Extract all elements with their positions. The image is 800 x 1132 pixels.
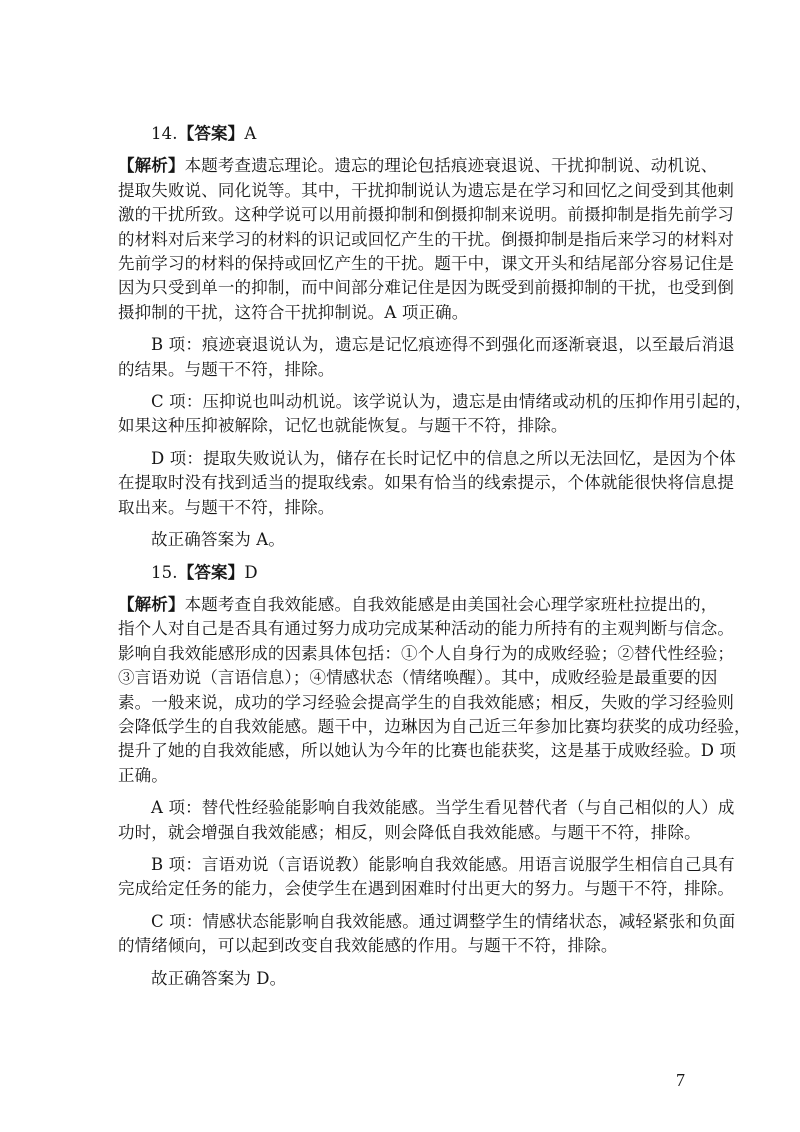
page-content <box>118 122 752 991</box>
q14-option-c: C 项：压抑说也叫动机说。该学说认为，遗忘是由情绪或动机的压抑作用引起的， <box>151 392 752 412</box>
q14-option-c: 如果这种压抑被解除，记忆也就能恢复。与题干不符，排除。 <box>118 416 568 436</box>
q15-analysis-text: 正确。 <box>118 765 168 785</box>
q14-analysis-text: 提取失败说、同化说等。其中，干扰抑制说认为遗忘是在学习和回忆之间受到其他刺 <box>118 180 735 200</box>
q14-answer-label: 【答案】 <box>177 124 245 143</box>
q14-analysis-label: 【解析】 <box>118 156 185 176</box>
q15-analysis-text: 会降低学生的自我效能感。题干中，边琳因为自己近三年参加比赛均获奖的成功经验， <box>118 716 751 736</box>
q14-conclusion: 故正确答案为 A。 <box>151 530 286 550</box>
q15-option-a: A 项：替代性经验能影响自我效能感。当学生看见替代者（与自己相似的人）成 <box>151 798 735 818</box>
q15-number: 15. <box>151 562 178 582</box>
page-number: 7 <box>676 1070 685 1090</box>
q15-answer-value: D <box>244 562 258 582</box>
q15-analysis-label: 【解析】 <box>118 594 185 614</box>
q15-analysis-text: 素。一般来说，成功的学习经验会提高学生的自我效能感；相反，失败的学习经验则 <box>118 692 735 712</box>
q15-analysis-text: 指个人对自己是否具有通过努力成功完成某种活动的能力所持有的主观判断与信念。 <box>118 619 735 639</box>
q14-option-b: 的结果。与题干不符，排除。 <box>118 359 335 379</box>
q14-analysis-line <box>118 154 718 178</box>
q15-conclusion: 故正确答案为 D。 <box>151 968 287 988</box>
q14-option-b: B 项：痕迹衰退说认为，遗忘是记忆痕迹得不到强化而逐渐衰退，以至最后消退 <box>151 335 735 355</box>
q15-analysis-text: 影响自我效能感形成的因素具体包括：①个人自身行为的成败经验；②替代性经验； <box>118 643 735 663</box>
q14-option-d: 在提取时没有找到适当的提取线索。如果有恰当的线索提示，个体就能很快将信息提 <box>118 473 735 493</box>
q15-answer-label: 【答案】 <box>177 562 245 582</box>
q15-analysis-line <box>118 593 718 617</box>
q15-option-b: B 项：言语劝说（言语说教）能影响自我效能感。用语言说服学生相信自己具有 <box>151 854 735 874</box>
q15-analysis-text: ③言语劝说（言语信息）；④情感状态（情绪唤醒）。其中，成败经验是最重要的因 <box>118 668 718 688</box>
q14-analysis-text: 的材料对后来学习的材料的识记或回忆产生的干扰。倒摄抑制是指后来学习的材料对 <box>118 229 735 249</box>
q14-analysis-text: 摄抑制的干扰，这符合干扰抑制说。A 项正确。 <box>118 302 469 322</box>
q14-answer-line <box>118 122 700 146</box>
q14-analysis-text: 因为只受到单一的抑制，而中间部分难记住是因为既受到前摄抑制的干扰，也受到倒 <box>118 278 735 298</box>
q14-analysis-text: 先前学习的材料的保持或回忆产生的干扰。题干中，课文开头和结尾部分容易记住是 <box>118 254 735 274</box>
q15-option-b: 完成给定任务的能力，会使学生在遇到困难时付出更大的努力。与题干不符，排除。 <box>118 879 735 899</box>
q15-option-c: 的情绪倾向，可以起到改变自我效能感的作用。与题干不符，排除。 <box>118 936 618 956</box>
q15-analysis-text: 本题考查自我效能感。自我效能感是由美国社会心理学家班杜拉提出的， <box>184 594 718 614</box>
q15-analysis-text: 提升了她的自我效能感，所以她认为今年的比赛也能获奖，这是基于成败经验。D 项 <box>118 741 737 761</box>
q14-number: 14. <box>151 124 178 143</box>
q14-option-d: 取出来。与题干不符，排除。 <box>118 497 335 517</box>
q14-analysis-text: 激的干扰所致。这种学说可以用前摄抑制和倒摄抑制来说明。前摄抑制是指先前学习 <box>118 205 735 225</box>
q15-option-c: C 项：情感状态能影响自我效能感。通过调整学生的情绪状态，减轻紧张和负面 <box>151 911 736 931</box>
q14-option-d: D 项：提取失败说认为，储存在长时记忆中的信息之所以无法回忆，是因为个体 <box>151 448 736 468</box>
q15-option-a: 功时，就会增强自我效能感；相反，则会降低自我效能感。与题干不符，排除。 <box>118 822 701 842</box>
q14-analysis-text: 本题考查遗忘理论。遗忘的理论包括痕迹衰退说、干扰抑制说、动机说、 <box>184 156 718 176</box>
q15-answer-line <box>118 561 700 585</box>
q14-answer-value: A <box>244 124 257 143</box>
